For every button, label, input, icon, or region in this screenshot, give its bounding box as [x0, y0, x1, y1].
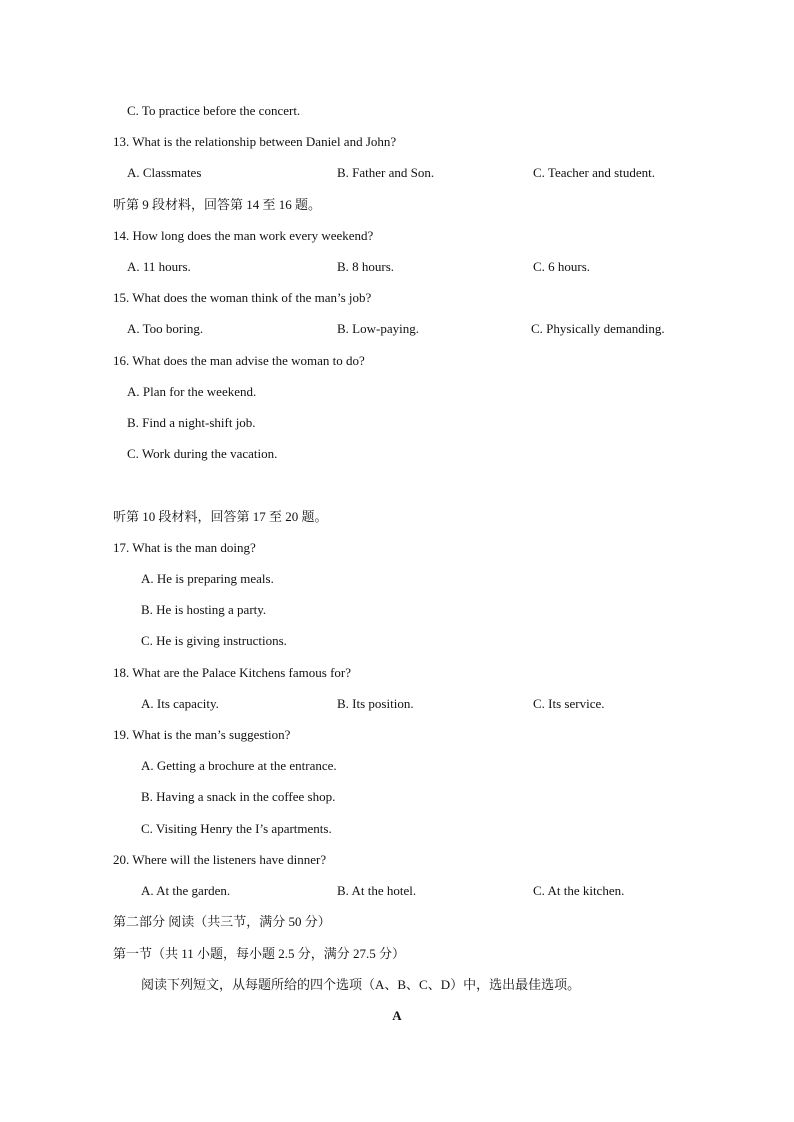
q20-option-c: C. At the kitchen. — [533, 883, 625, 898]
q14-option-b: B. 8 hours. — [337, 259, 395, 274]
question-15: 15. What does the woman think of the man’s job? — [113, 290, 372, 305]
q16-option-a: A. Plan for the weekend. — [127, 384, 257, 399]
q19-option-c: C. Visiting Henry the I’s apartments. — [141, 821, 332, 836]
q16-option-b: B. Find a night-shift job. — [127, 415, 256, 430]
q15-option-b: B. Low-paying. — [337, 321, 419, 336]
question-14: 14. How long does the man work every weekend? — [113, 228, 374, 243]
q15-option-a: A. Too boring. — [127, 321, 204, 336]
q18-option-c: C. Its service. — [533, 696, 605, 711]
q12-option-c: C. To practice before the concert. — [127, 103, 301, 118]
q15-option-c: C. Physically demanding. — [531, 321, 665, 336]
section-1-heading: 第一节（共 11 小题，每小题 2.5 分，满分 27.5 分） — [113, 946, 406, 961]
section-10-heading: 听第 10 段材料，回答第 17 至 20 题。 — [113, 509, 328, 524]
q19-option-b: B. Having a snack in the coffee shop. — [141, 789, 336, 804]
q13-option-c: C. Teacher and student. — [533, 165, 655, 180]
part-2-heading: 第二部分 阅读（共三节，满分 50 分） — [113, 914, 331, 929]
q19-option-a: A. Getting a brochure at the entrance. — [141, 758, 337, 773]
q13-option-a: A. Classmates — [127, 165, 202, 180]
q20-option-b: B. At the hotel. — [337, 883, 417, 898]
q20-option-a: A. At the garden. — [141, 883, 231, 898]
question-18: 18. What are the Palace Kitchens famous for? — [113, 665, 351, 680]
reading-instructions: 阅读下列短文，从每题所给的四个选项（A、B、C、D）中，选出最佳选项。 — [141, 977, 581, 992]
q17-option-a: A. He is preparing meals. — [141, 571, 274, 586]
question-19: 19. What is the man’s suggestion? — [113, 727, 291, 742]
passage-label: A — [392, 1008, 402, 1023]
question-13: 13. What is the relationship between Daniel and John? — [113, 134, 397, 149]
q18-option-a: A. Its capacity. — [141, 696, 219, 711]
question-17: 17. What is the man doing? — [113, 540, 256, 555]
q18-option-b: B. Its position. — [337, 696, 414, 711]
q16-option-c: C. Work during the vacation. — [127, 446, 278, 461]
q17-option-b: B. He is hosting a party. — [141, 602, 267, 617]
section-9-heading: 听第 9 段材料，回答第 14 至 16 题。 — [113, 197, 322, 212]
q17-option-c: C. He is giving instructions. — [141, 633, 287, 648]
question-16: 16. What does the man advise the woman to do? — [113, 353, 365, 368]
question-20: 20. Where will the listeners have dinner? — [113, 852, 327, 867]
q13-option-b: B. Father and Son. — [337, 165, 435, 180]
q14-option-a: A. 11 hours. — [127, 259, 191, 274]
q14-option-c: C. 6 hours. — [533, 259, 591, 274]
